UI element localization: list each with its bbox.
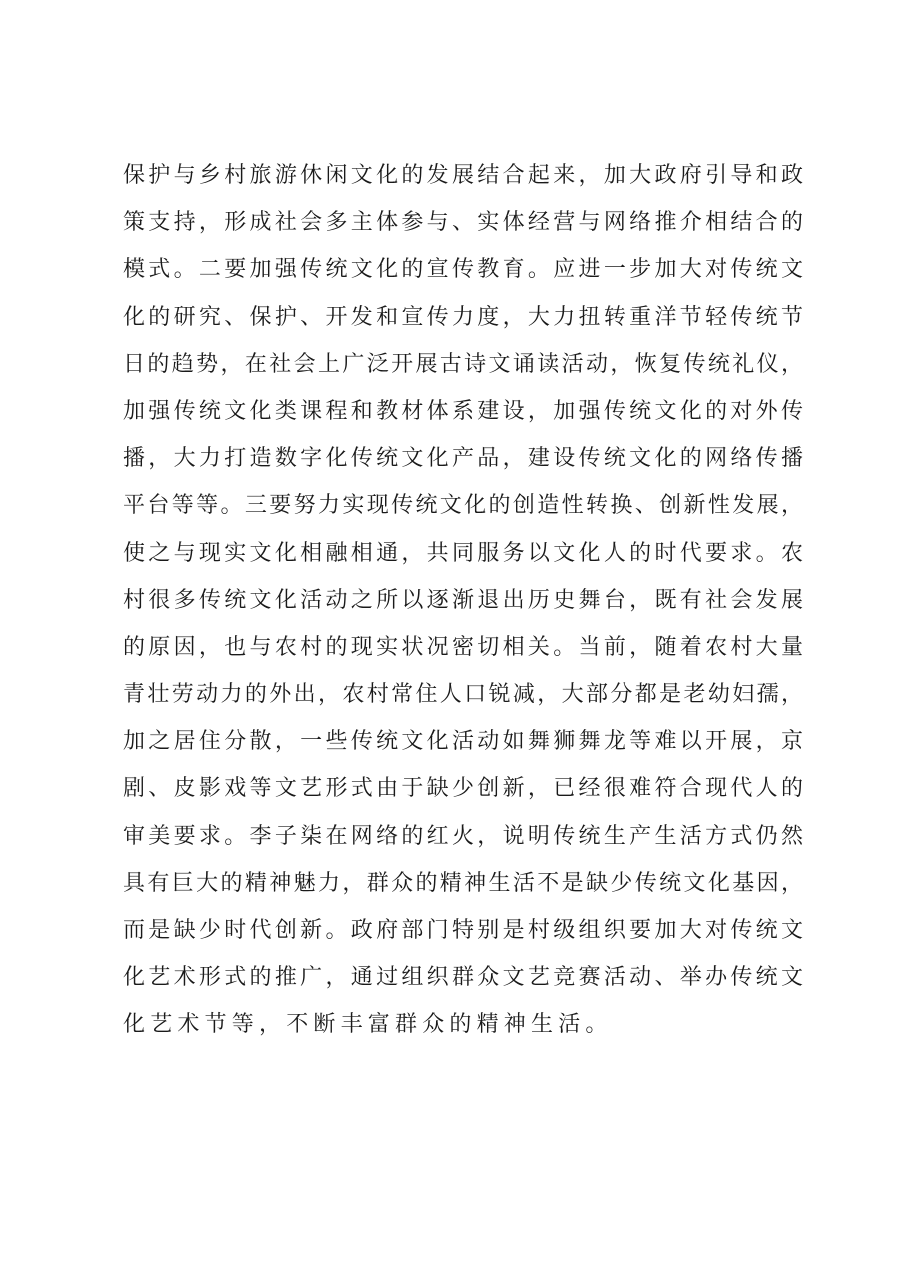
text-line: 策支持，形成社会多主体参与、实体经营与网络推介相结合的: [123, 210, 803, 236]
body-paragraph: [123, 152, 803, 1049]
text-line: 化艺术节等，不断丰富群众的精神生活。: [123, 1012, 613, 1038]
text-line: 的原因，也与农村的现实状况密切相关。当前，随着农村大量: [123, 634, 803, 660]
text-line: 日的趋势，在社会上广泛开展古诗文诵读活动，恢复传统礼仪，: [123, 351, 803, 377]
text-line: 平台等等。三要努力实现传统文化的创造性转换、创新性发展，: [123, 493, 803, 519]
text-line: 化艺术形式的推广，通过组织群众文艺竞赛活动、举办传统文: [123, 965, 803, 991]
text-line: 保护与乡村旅游休闲文化的发展结合起来，加大政府引导和政: [123, 163, 803, 188]
text-line: 而是缺少时代创新。政府部门特别是村级组织要加大对传统文: [123, 918, 803, 943]
text-line: 具有巨大的精神魅力，群众的精神生活不是缺少传统文化基因，: [123, 870, 803, 896]
text-line: 村很多传统文化活动之所以逐渐退出历史舞台，既有社会发展: [123, 587, 803, 613]
text-line: 加强传统文化类课程和教材体系建设，加强传统文化的对外传: [123, 398, 803, 424]
text-line: 模式。二要加强传统文化的宣传教育。应进一步加大对传统文: [123, 257, 803, 283]
text-line: 化的研究、保护、开发和宣传力度，大力扭转重洋节轻传统节: [123, 304, 803, 330]
text-line: 播，大力打造数字化传统文化产品，建设传统文化的网络传播: [123, 446, 803, 472]
text-line: 使之与现实文化相融相通，共同服务以文化人的时代要求。农: [123, 540, 803, 566]
text-line: 剧、皮影戏等文艺形式由于缺少创新，已经很难符合现代人的: [123, 776, 803, 802]
text-line: 加之居住分散，一些传统文化活动如舞狮舞龙等难以开展，京: [123, 729, 803, 755]
text-line: 青壮劳动力的外出，农村常住人口锐减，大部分都是老幼妇孺，: [123, 682, 803, 708]
text-line: 审美要求。李子柒在网络的红火，说明传统生产生活方式仍然: [123, 823, 803, 849]
